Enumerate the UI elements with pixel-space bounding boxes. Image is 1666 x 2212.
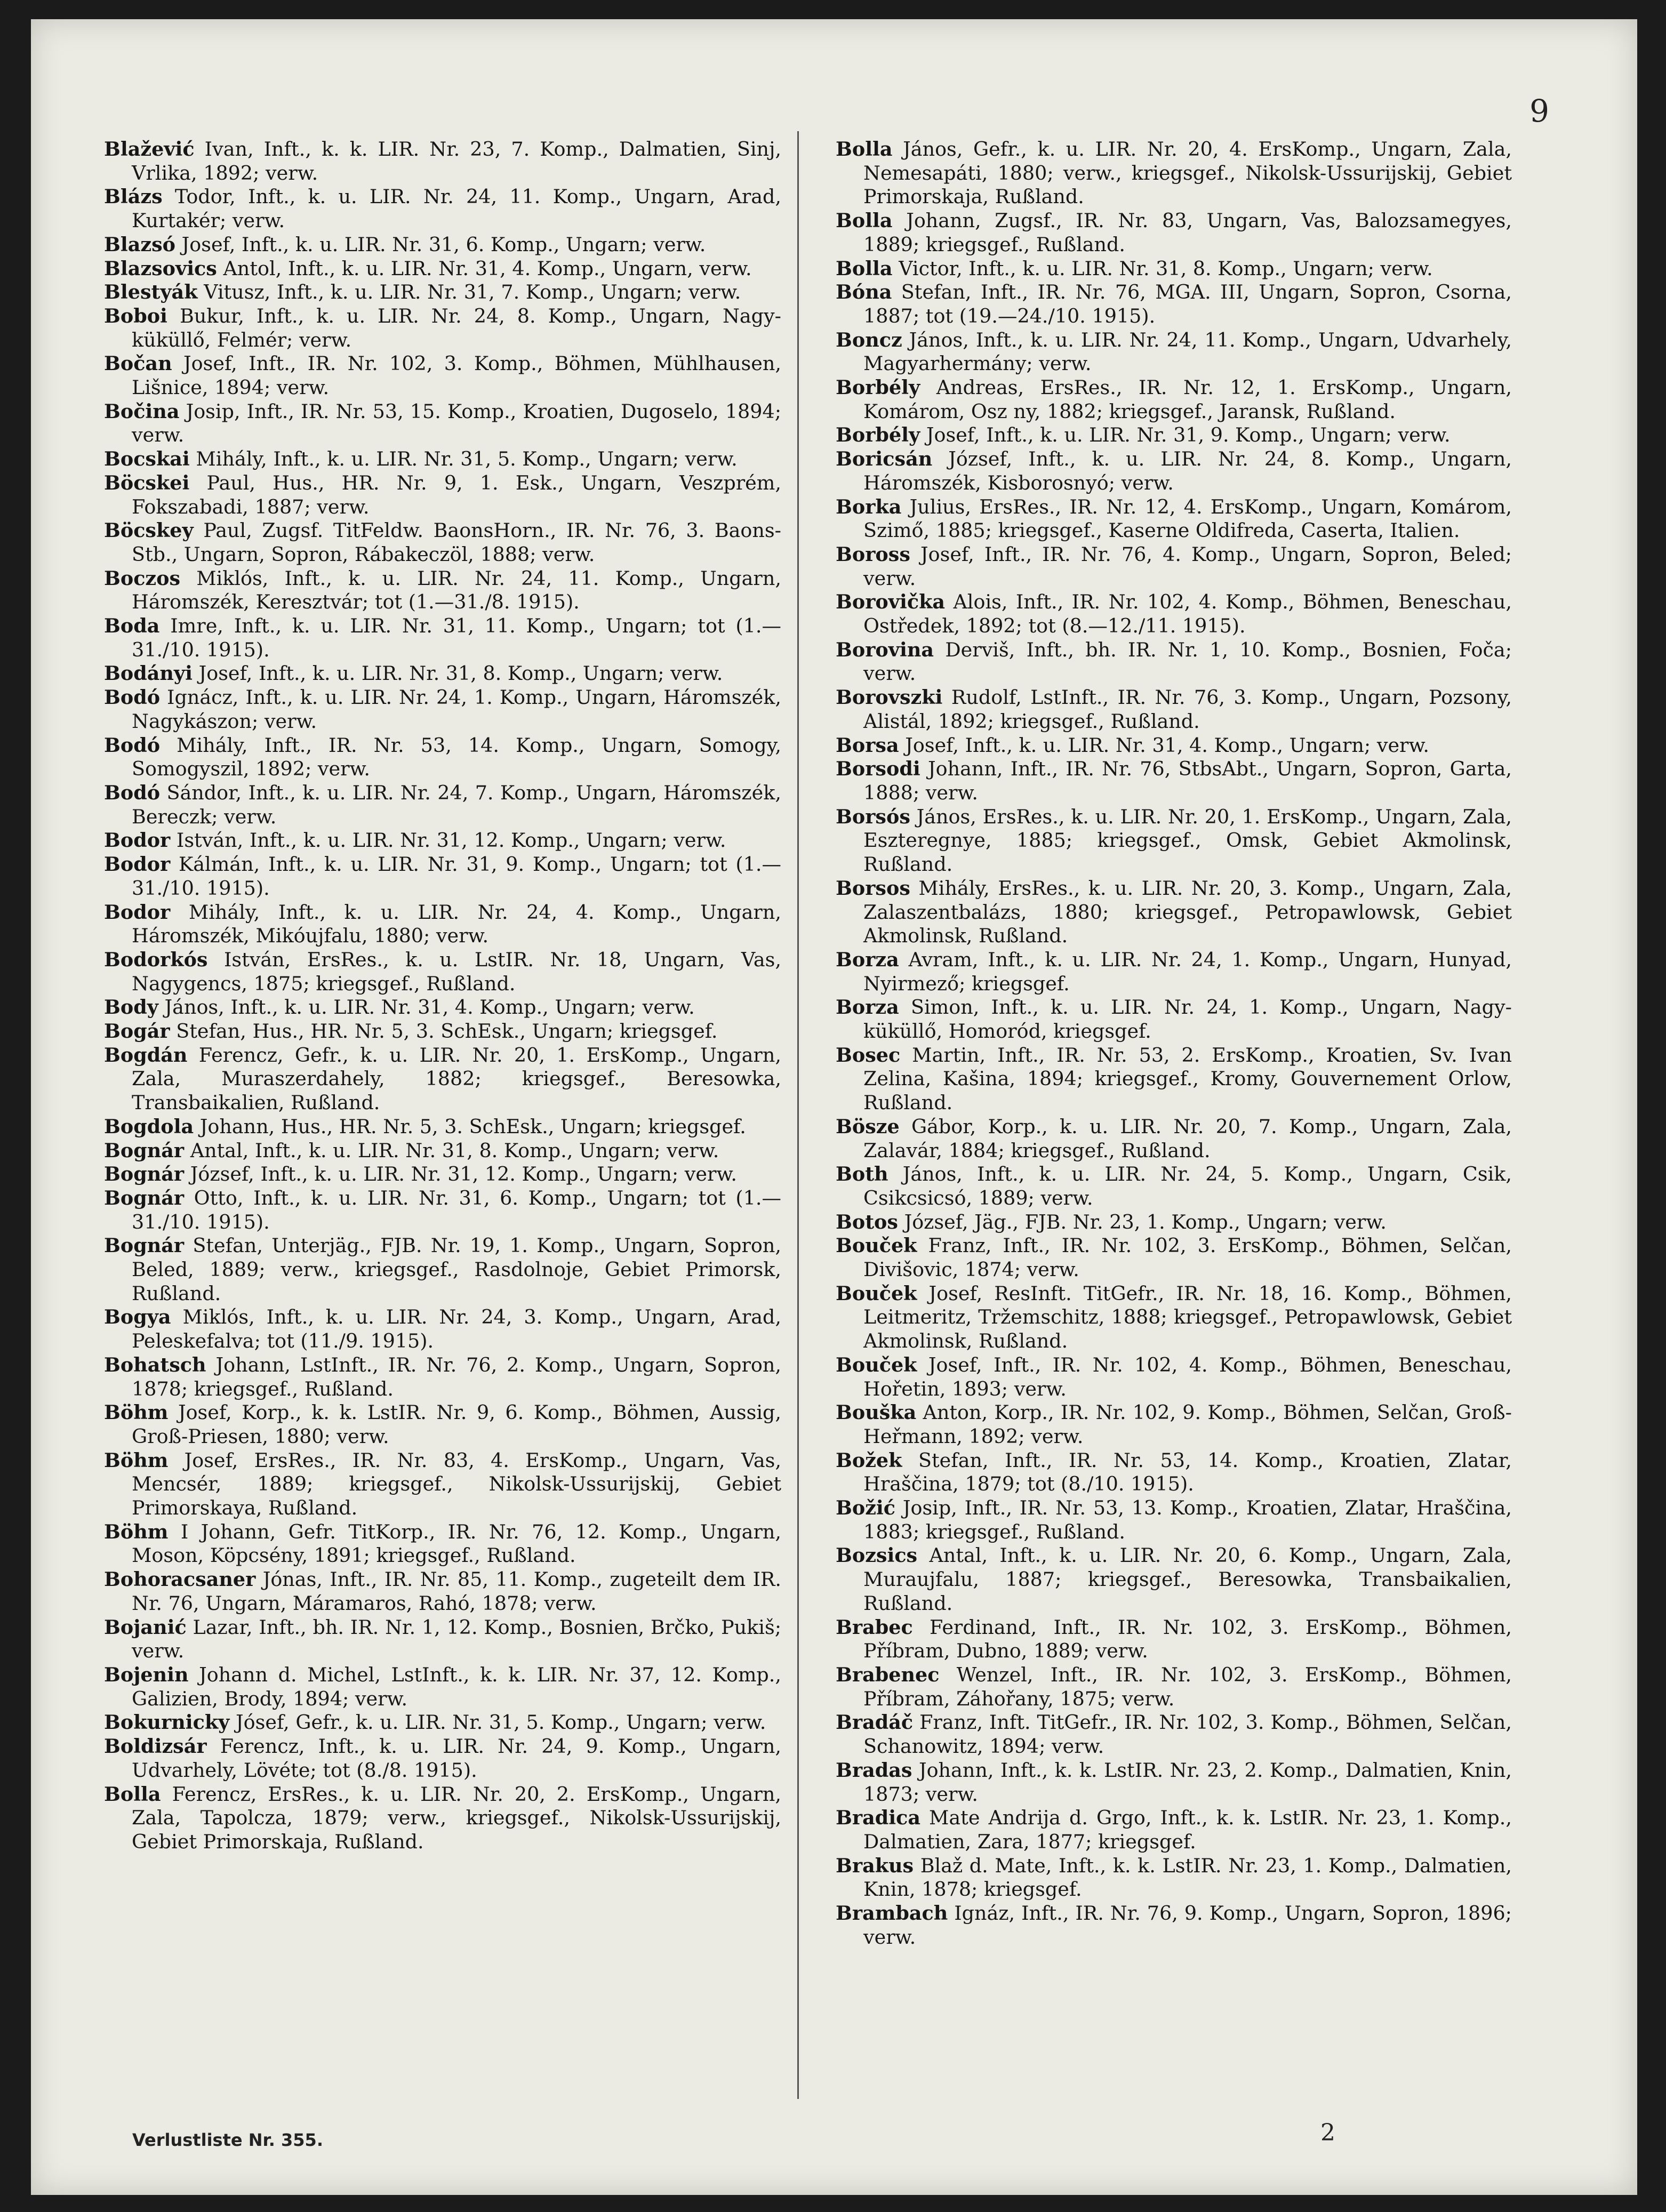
entry-surname: Bočan — [104, 352, 172, 375]
list-entry — [104, 901, 781, 948]
footer-signature-mark: 2 — [1320, 2119, 1335, 2146]
entry-details: Stefan, Hus., HR. Nr. 5, 3. SchEsk., Ungarn; kriegsgef. — [176, 1020, 718, 1043]
list-entry — [836, 1449, 1512, 1496]
entry-surname: Bolla — [836, 138, 893, 161]
list-entry — [836, 1115, 1512, 1163]
entry-details: Paul, Zugsf. TitFeldw. BaonsHorn., IR. Nr. 76, 3. Baons-Stb., Ungarn, Sopron, Rábakeczöl, 1888; verw. — [132, 519, 781, 566]
left-column — [104, 138, 781, 1854]
entry-surname: Bodorkós — [104, 948, 208, 971]
list-entry — [104, 1115, 781, 1139]
list-entry — [104, 233, 781, 257]
entry-surname: Božić — [836, 1496, 896, 1520]
entry-details: Mihály, Inft., IR. Nr. 53, 14. Komp., Ungarn, Somogy, Somogyszil, 1892; verw. — [132, 733, 781, 781]
entry-surname: Borsos — [836, 876, 910, 900]
list-entry — [836, 1616, 1512, 1663]
entry-details: Gábor, Korp., k. u. LIR. Nr. 20, 7. Komp., Ungarn, Zala, Zalavár, 1884; kriegsgef., Rußland. — [863, 1115, 1512, 1162]
entry-details: Mate Andrija d. Grgo, Inft., k. k. LstIR. Nr. 23, 1. Komp., Dalmatien, Zara, 1877; kriegsgef. — [863, 1806, 1512, 1853]
list-entry — [104, 614, 781, 662]
entry-surname: Božek — [836, 1448, 902, 1472]
list-entry — [836, 948, 1512, 996]
entry-details: János, Inft., k. u. LIR. Nr. 31, 4. Komp., Ungarn; verw. — [164, 996, 695, 1019]
list-entry — [104, 1711, 781, 1735]
entry-details: Jónas, Inft., IR. Nr. 85, 11. Komp., zugeteilt dem IR. Nr. 76, Ungarn, Máramaros, Rahó, 1878; verw. — [132, 1568, 781, 1615]
entry-surname: Brabec — [836, 1615, 913, 1639]
list-entry — [104, 280, 781, 304]
entry-surname: Blazsovics — [104, 257, 217, 280]
document-page — [31, 19, 1637, 2195]
entry-surname: Borza — [836, 948, 899, 971]
entry-details: Josip, Inft., IR. Nr. 53, 15. Komp., Kroatien, Dugoselo, 1894; verw. — [132, 399, 782, 447]
entry-surname: Bradas — [836, 1758, 912, 1782]
entry-details: József, Inft., k. u. LIR. Nr. 24, 8. Komp., Ungarn, Háromszék, Kisborosnyó; verw. — [863, 447, 1512, 494]
list-entry — [836, 447, 1512, 495]
list-entry — [836, 1234, 1512, 1281]
entry-surname: Bogya — [104, 1305, 171, 1329]
entry-details: Blaž d. Mate, Inft., k. k. LstIR. Nr. 23, 1. Komp., Dalmatien, Knin, 1878; kriegsgef. — [863, 1854, 1512, 1901]
list-entry — [836, 1711, 1512, 1758]
entry-surname: Bocskai — [104, 447, 190, 471]
entry-surname: Bodor — [104, 829, 171, 852]
entry-details: Antal, Inft., k. u. LIR. Nr. 20, 6. Komp., Ungarn, Zala, Muraujfalu, 1887; kriegsgef., Beresowka, Transbaikalien, Rußland. — [863, 1544, 1512, 1615]
entry-surname: Borovička — [836, 590, 946, 614]
list-entry — [836, 1353, 1512, 1401]
list-entry — [104, 1783, 781, 1854]
entry-surname: Bojanić — [104, 1615, 187, 1639]
entry-details: Ferencz, Gefr., k. u. LIR. Nr. 20, 1. ErsKomp., Ungarn, Zala, Muraszerdahely, 1882; kriegsgef., Beresowka, Transbaikalien, Rußland. — [132, 1043, 781, 1115]
entry-surname: Bozsics — [836, 1544, 918, 1567]
entry-surname: Bolla — [836, 257, 893, 280]
list-entry — [836, 1044, 1512, 1115]
entry-details: Stefan, Inft., IR. Nr. 76, MGA. III, Ungarn, Sopron, Csorna, 1887; tot (19.—24./10. 1915). — [863, 280, 1512, 327]
entry-surname: Boricsán — [836, 447, 933, 471]
list-entry — [836, 877, 1512, 948]
entry-surname: Borovina — [836, 638, 934, 661]
entry-surname: Botos — [836, 1210, 898, 1233]
list-entry — [104, 447, 781, 471]
list-entry — [836, 543, 1512, 590]
entry-details: Simon, Inft., k. u. LIR. Nr. 24, 1. Komp., Ungarn, Nagy-küküllő, Homoród, kriegsgef. — [863, 996, 1512, 1043]
entry-surname: Blazsó — [104, 233, 175, 256]
entry-details: Bukur, Inft., k. u. LIR. Nr. 24, 8. Komp., Ungarn, Nagy-küküllő, Felmér; verw. — [132, 304, 781, 351]
entry-details: Josef, Inft., IR. Nr. 102, 4. Komp., Böhmen, Beneschau, Hořetin, 1893; verw. — [863, 1353, 1512, 1400]
entry-surname: Bogdán — [104, 1043, 188, 1067]
entry-surname: Bogdola — [104, 1115, 194, 1138]
list-entry — [836, 1902, 1512, 1949]
entry-details: Josef, Inft., k. u. LIR. Nr. 31, 8. Komp., Ungarn; verw. — [198, 662, 723, 685]
entry-details: Mihály, ErsRes., k. u. LIR. Nr. 20, 3. Komp., Ungarn, Zala, Zalaszentbalázs, 1880; kriegsgef., Petropawlowsk, Gebiet Akmolinsk, Rußland. — [863, 876, 1512, 948]
entry-surname: Blažević — [104, 138, 195, 161]
entry-surname: Bočina — [104, 399, 180, 423]
list-entry — [104, 1616, 781, 1663]
entry-details: Victor, Inft., k. u. LIR. Nr. 31, 8. Komp., Ungarn; verw. — [899, 257, 1433, 280]
entry-details: János, ErsRes., k. u. LIR. Nr. 20, 1. ErsKomp., Ungarn, Zala, Eszteregnye, 1885; kriegsgef., Omsk, Gebiet Akmolinsk, Rußland. — [863, 805, 1512, 876]
entry-details: Franz, Inft., IR. Nr. 102, 3. ErsKomp., Böhmen, Selčan, Divišovic, 1874; verw. — [863, 1234, 1512, 1281]
list-entry — [104, 1449, 781, 1520]
list-entry — [104, 1020, 781, 1044]
entry-surname: Bojenin — [104, 1663, 189, 1686]
entry-surname: Bolla — [836, 209, 893, 233]
entry-surname: Brabenec — [836, 1663, 940, 1686]
list-entry — [836, 209, 1512, 257]
entry-surname: Boldizsár — [104, 1735, 207, 1758]
entry-details: Josef, Korp., k. k. LstIR. Nr. 9, 6. Komp., Böhmen, Aussig, Groß-Priesen, 1880; verw. — [132, 1401, 781, 1448]
right-column — [836, 138, 1512, 1949]
entry-details: Josip, Inft., IR. Nr. 53, 13. Komp., Kroatien, Zlatar, Hraščina, 1883; kriegsgef., Rußland. — [863, 1496, 1512, 1543]
list-entry — [104, 1401, 781, 1448]
list-entry — [104, 1187, 781, 1234]
list-entry — [104, 1163, 781, 1187]
entry-surname: Borsós — [836, 805, 910, 828]
entry-details: Julius, ErsRes., IR. Nr. 12, 4. ErsKomp., Ungarn, Komárom, Szimő, 1885; kriegsgef., Kaserne Oldifreda, Caserta, Italien. — [863, 495, 1512, 542]
list-entry — [836, 1282, 1512, 1353]
list-entry — [836, 1544, 1512, 1615]
entry-details: Derviš, Inft., bh. IR. Nr. 1, 10. Komp., Bosnien, Foča; verw. — [863, 638, 1512, 685]
list-entry — [104, 781, 781, 829]
entry-details: Josef, Inft., k. u. LIR. Nr. 31, 4. Komp., Ungarn; verw. — [905, 733, 1430, 757]
list-entry — [836, 1663, 1512, 1711]
entry-details: Otto, Inft., k. u. LIR. Nr. 31, 6. Komp., Ungarn; tot (1.—31./10. 1915). — [132, 1186, 781, 1233]
list-entry — [104, 185, 781, 233]
list-entry — [104, 1353, 781, 1401]
entry-details: Josef, Inft., IR. Nr. 102, 3. Komp., Böhmen, Mühlhausen, Lišnice, 1894; verw. — [132, 352, 781, 399]
list-entry — [836, 138, 1512, 209]
list-entry — [104, 1663, 781, 1711]
list-entry — [836, 495, 1512, 543]
entry-details: József, Jäg., FJB. Nr. 23, 1. Komp., Ungarn; verw. — [904, 1210, 1387, 1233]
entry-details: Vitusz, Inft., k. u. LIR. Nr. 31, 7. Komp., Ungarn; verw. — [204, 280, 741, 304]
list-entry — [836, 805, 1512, 877]
entry-details: Johann, Hus., HR. Nr. 5, 3. SchEsk., Ungarn; kriegsgef. — [199, 1115, 746, 1138]
entry-surname: Bodor — [104, 853, 171, 876]
entry-surname: Bohoracsaner — [104, 1568, 256, 1591]
entry-details: Sándor, Inft., k. u. LIR. Nr. 24, 7. Komp., Ungarn, Háromszék, Bereczk; verw. — [132, 781, 781, 828]
entry-details: János, Inft., k. u. LIR. Nr. 24, 5. Komp., Ungarn, Csik, Csikcsicsó, 1889; verw. — [863, 1163, 1512, 1209]
entry-details: Rudolf, LstInft., IR. Nr. 76, 3. Komp., Ungarn, Pozsony, Alistál, 1892; kriegsgef., Rußland. — [863, 686, 1512, 733]
entry-surname: Bouček — [836, 1353, 917, 1376]
entry-surname: Boncz — [836, 328, 902, 351]
entry-details: Johann, Inft., k. k. LstIR. Nr. 23, 2. Komp., Dalmatien, Knin, 1873; verw. — [863, 1758, 1512, 1806]
entry-details: Todor, Inft., k. u. LIR. Nr. 24, 11. Komp., Ungarn, Arad, Kurtakér; verw. — [132, 185, 781, 233]
entry-surname: Brakus — [836, 1854, 914, 1877]
entry-details: Stefan, Inft., IR. Nr. 53, 14. Komp., Kroatien, Zlatar, Hraščina, 1879; tot (8./10. 1915). — [863, 1448, 1512, 1496]
entry-surname: Bösze — [836, 1115, 900, 1138]
list-entry — [836, 638, 1512, 686]
entry-details: Josef, ResInft. TitGefr., IR. Nr. 18, 16. Komp., Böhmen, Leitmeritz, Tržemschitz, 1888; kriegsgef., Petropawlowsk, Gebiet Akmolinsk, Rußland. — [863, 1281, 1512, 1353]
entry-details: Anton, Korp., IR. Nr. 102, 9. Komp., Böhmen, Selčan, Groß-Heřmann, 1892; verw. — [863, 1401, 1512, 1448]
list-entry — [104, 686, 781, 733]
entry-details: Imre, Inft., k. u. LIR. Nr. 31, 11. Komp., Ungarn; tot (1.—31./10. 1915). — [132, 614, 781, 661]
list-entry — [104, 1139, 781, 1163]
entry-surname: Borovszki — [836, 686, 943, 709]
entry-surname: Borsodi — [836, 757, 920, 781]
list-entry — [104, 948, 781, 996]
entry-details: Josef, Inft., k. u. LIR. Nr. 31, 6. Komp., Ungarn; verw. — [181, 233, 706, 256]
entry-surname: Bradáč — [836, 1711, 914, 1734]
entry-surname: Böhm — [104, 1520, 169, 1543]
entry-details: Josef, ErsRes., IR. Nr. 83, 4. ErsKomp., Ungarn, Vas, Mencsér, 1889; kriegsgef., Nikolsk-Ussurijskij, Gebiet Primorskaya, Rußland. — [132, 1448, 781, 1520]
entry-details: Johann d. Michel, LstInft., k. k. LIR. Nr. 37, 12. Komp., Galizien, Brody, 1894; verw. — [132, 1663, 781, 1710]
list-entry — [104, 853, 781, 900]
entry-surname: Both — [836, 1163, 888, 1186]
entry-details: Andreas, ErsRes., IR. Nr. 12, 1. ErsKomp., Ungarn, Komárom, Osz ny, 1882; kriegsgef., Jaransk, Rußland. — [863, 376, 1512, 423]
entry-details: Mihály, Inft., k. u. LIR. Nr. 24, 4. Komp., Ungarn, Háromszék, Mikóujfalu, 1880; verw. — [132, 900, 781, 948]
list-entry — [836, 757, 1512, 805]
entry-details: Antol, Inft., k. u. LIR. Nr. 31, 4. Komp., Ungarn, verw. — [223, 257, 752, 280]
entry-details: Antal, Inft., k. u. LIR. Nr. 31, 8. Komp., Ungarn; verw. — [190, 1139, 719, 1162]
entry-details: Wenzel, Inft., IR. Nr. 102, 3. ErsKomp., Böhmen, Příbram, Záhořany, 1875; verw. — [863, 1663, 1512, 1710]
entry-details: Franz, Inft. TitGefr., IR. Nr. 102, 3. Komp., Böhmen, Selčan, Schanowitz, 1894; verw. — [863, 1711, 1512, 1758]
column-divider — [797, 131, 799, 2099]
list-entry — [836, 1401, 1512, 1448]
entry-details: Ferencz, ErsRes., k. u. LIR. Nr. 20, 2. ErsKomp., Ungarn, Zala, Tapolcza, 1879; verw., kriegsgef., Nikolsk-Ussurijskij, Gebiet Primorskaja, Rußland. — [132, 1782, 781, 1853]
entry-details: Jósef, Gefr., k. u. LIR. Nr. 31, 5. Komp., Ungarn; verw. — [236, 1711, 766, 1734]
list-entry — [836, 328, 1512, 376]
entry-surname: Borbély — [836, 376, 920, 399]
entry-details: József, Inft., k. u. LIR. Nr. 31, 12. Komp., Ungarn; verw. — [190, 1163, 737, 1186]
entry-surname: Boczos — [104, 566, 181, 590]
entry-surname: Blestyák — [104, 280, 198, 304]
entry-surname: Borbély — [836, 423, 920, 447]
list-entry — [836, 1211, 1512, 1235]
entry-details: Ivan, Inft., k. k. LIR. Nr. 23, 7. Komp., Dalmatien, Sinj, Vrlika, 1892; verw. — [132, 138, 781, 185]
entry-surname: Böhm — [104, 1448, 169, 1472]
entry-details: János, Inft., k. u. LIR. Nr. 24, 11. Komp., Ungarn, Udvarhely, Magyarhermány; verw. — [863, 328, 1512, 375]
entry-surname: Bouška — [836, 1401, 917, 1424]
entry-surname: Bodó — [104, 781, 161, 804]
list-entry — [836, 257, 1512, 281]
entry-surname: Bolla — [104, 1782, 161, 1806]
entry-surname: Bóna — [836, 280, 892, 304]
entry-details: Kálmán, Inft., k. u. LIR. Nr. 31, 9. Komp., Ungarn; tot (1.—31./10. 1915). — [132, 853, 781, 900]
entry-surname: Bosec — [836, 1043, 901, 1067]
list-entry — [104, 567, 781, 614]
entry-surname: Bohatsch — [104, 1353, 206, 1376]
list-entry — [104, 1735, 781, 1782]
entry-details: Josef, Inft., IR. Nr. 76, 4. Komp., Ungarn, Sopron, Beled; verw. — [863, 542, 1512, 590]
list-entry — [104, 829, 781, 853]
page-number: 9 — [1529, 93, 1549, 129]
entry-surname: Bognár — [104, 1234, 185, 1257]
entry-surname: Body — [104, 996, 158, 1019]
list-entry — [104, 400, 781, 447]
entry-surname: Bouček — [836, 1281, 917, 1305]
entry-details: Johann, Inft., IR. Nr. 76, StbsAbt., Ungarn, Sopron, Garta, 1888; verw. — [863, 757, 1512, 804]
list-entry — [836, 1759, 1512, 1806]
list-entry — [104, 352, 781, 399]
entry-details: Josef, Inft., k. u. LIR. Nr. 31, 9. Komp., Ungarn; verw. — [926, 423, 1451, 447]
entry-surname: Bognár — [104, 1163, 185, 1186]
list-entry — [104, 304, 781, 352]
entry-details: Miklós, Inft., k. u. LIR. Nr. 24, 11. Komp., Ungarn, Háromszék, Keresztvár; tot (1.—31./8. 1915). — [132, 566, 781, 614]
entry-surname: Bodó — [104, 686, 161, 709]
entry-surname: Bradica — [836, 1806, 920, 1830]
list-entry — [836, 1854, 1512, 1902]
entry-details: János, Gefr., k. u. LIR. Nr. 20, 4. ErsKomp., Ungarn, Zala, Nemesapáti, 1880; verw., kriegsgef., Nikolsk-Ussurijskij, Gebiet Primorskaja, Rußland. — [863, 138, 1512, 209]
entry-surname: Bogár — [104, 1020, 170, 1043]
entry-details: Martin, Inft., IR. Nr. 53, 2. ErsKomp., Kroatien, Sv. Ivan Zelina, Kašina, 1894; kriegsgef., Kromy, Gouvernement Orlow, Rußland. — [863, 1043, 1512, 1115]
entry-surname: Bouček — [836, 1234, 917, 1257]
entry-details: I Johann, Gefr. TitKorp., IR. Nr. 76, 12. Komp., Ungarn, Moson, Köpcsény, 1891; kriegsgef., Rußland. — [132, 1520, 781, 1567]
list-entry — [836, 1496, 1512, 1544]
list-entry — [104, 519, 781, 566]
list-entry — [104, 1568, 781, 1615]
entry-surname: Böhm — [104, 1401, 169, 1424]
entry-surname: Borza — [836, 996, 899, 1019]
list-entry — [836, 1806, 1512, 1854]
list-entry — [836, 376, 1512, 423]
entry-surname: Bokurnicky — [104, 1711, 230, 1734]
entry-details: Alois, Inft., IR. Nr. 102, 4. Komp., Böhmen, Beneschau, Ostředek, 1892; tot (8.—12./11. 1915). — [863, 590, 1512, 638]
list-entry — [104, 996, 781, 1020]
list-entry — [104, 257, 781, 281]
entry-surname: Böcskei — [104, 471, 190, 494]
list-entry — [104, 734, 781, 781]
list-entry — [836, 1163, 1512, 1210]
entry-surname: Borka — [836, 495, 902, 518]
entry-surname: Bodor — [104, 900, 171, 924]
entry-surname: Boda — [104, 614, 160, 638]
entry-details: Ferencz, Inft., k. u. LIR. Nr. 24, 9. Komp., Ungarn, Udvarhely, Lövéte; tot (8./8. 1915). — [132, 1735, 781, 1782]
entry-details: Paul, Hus., HR. Nr. 9, 1. Esk., Ungarn, Veszprém, Fokszabadi, 1887; verw. — [132, 471, 781, 518]
entry-surname: Bognár — [104, 1186, 185, 1209]
entry-surname: Blázs — [104, 185, 163, 209]
entry-details: Ignácz, Inft., k. u. LIR. Nr. 24, 1. Komp., Ungarn, Háromszék, Nagykászon; verw. — [132, 686, 781, 733]
list-entry — [836, 996, 1512, 1043]
entry-details: Johann, Zugsf., IR. Nr. 83, Ungarn, Vas, Balozsamegyes, 1889; kriegsgef., Rußland. — [863, 209, 1512, 256]
entry-details: István, Inft., k. u. LIR. Nr. 31, 12. Komp., Ungarn; verw. — [176, 829, 726, 852]
list-entry — [836, 280, 1512, 328]
list-entry — [104, 662, 781, 686]
footer-list-number: Verlustliste Nr. 355. — [132, 2130, 323, 2150]
list-entry — [104, 471, 781, 519]
entry-surname: Bodó — [104, 733, 161, 757]
list-entry — [836, 686, 1512, 733]
entry-details: Avram, Inft., k. u. LIR. Nr. 24, 1. Komp., Ungarn, Hunyad, Nyirmező; kriegsgef. — [863, 948, 1512, 995]
list-entry — [104, 138, 781, 185]
list-entry — [104, 1044, 781, 1115]
list-entry — [104, 1520, 781, 1568]
entry-surname: Boboi — [104, 304, 167, 327]
list-entry — [836, 734, 1512, 758]
entry-details: Stefan, Unterjäg., FJB. Nr. 19, 1. Komp., Ungarn, Sopron, Beled, 1889; verw., kriegsgef., Rasdolnoje, Gebiet Primorsk, Rußland. — [132, 1234, 781, 1305]
entry-details: Miklós, Inft., k. u. LIR. Nr. 24, 3. Komp., Ungarn, Arad, Peleskefalva; tot (11./9. 1915). — [132, 1305, 781, 1353]
list-entry — [836, 590, 1512, 638]
entry-details: Johann, LstInft., IR. Nr. 76, 2. Komp., Ungarn, Sopron, 1878; kriegsgef., Rußland. — [132, 1353, 781, 1400]
entry-surname: Böcskey — [104, 519, 194, 542]
entry-details: Mihály, Inft., k. u. LIR. Nr. 31, 5. Komp., Ungarn; verw. — [196, 447, 738, 471]
entry-details: István, ErsRes., k. u. LstIR. Nr. 18, Ungarn, Vas, Nagygencs, 1875; kriegsgef., Rußland. — [132, 948, 781, 995]
list-entry — [104, 1234, 781, 1305]
entry-surname: Boross — [836, 542, 910, 566]
entry-details: Ferdinand, Inft., IR. Nr. 102, 3. ErsKomp., Böhmen, Příbram, Dubno, 1889; verw. — [863, 1615, 1512, 1663]
entry-surname: Brambach — [836, 1902, 948, 1925]
entry-details: Ignáz, Inft., IR. Nr. 76, 9. Komp., Ungarn, Sopron, 1896; verw. — [863, 1902, 1512, 1949]
entry-details: Lazar, Inft., bh. IR. Nr. 1, 12. Komp., Bosnien, Brčko, Pukiš; verw. — [132, 1615, 781, 1663]
entry-surname: Bodányi — [104, 662, 193, 685]
list-entry — [104, 1305, 781, 1353]
entry-surname: Borsa — [836, 733, 899, 757]
entry-surname: Bognár — [104, 1139, 185, 1162]
list-entry — [836, 423, 1512, 447]
